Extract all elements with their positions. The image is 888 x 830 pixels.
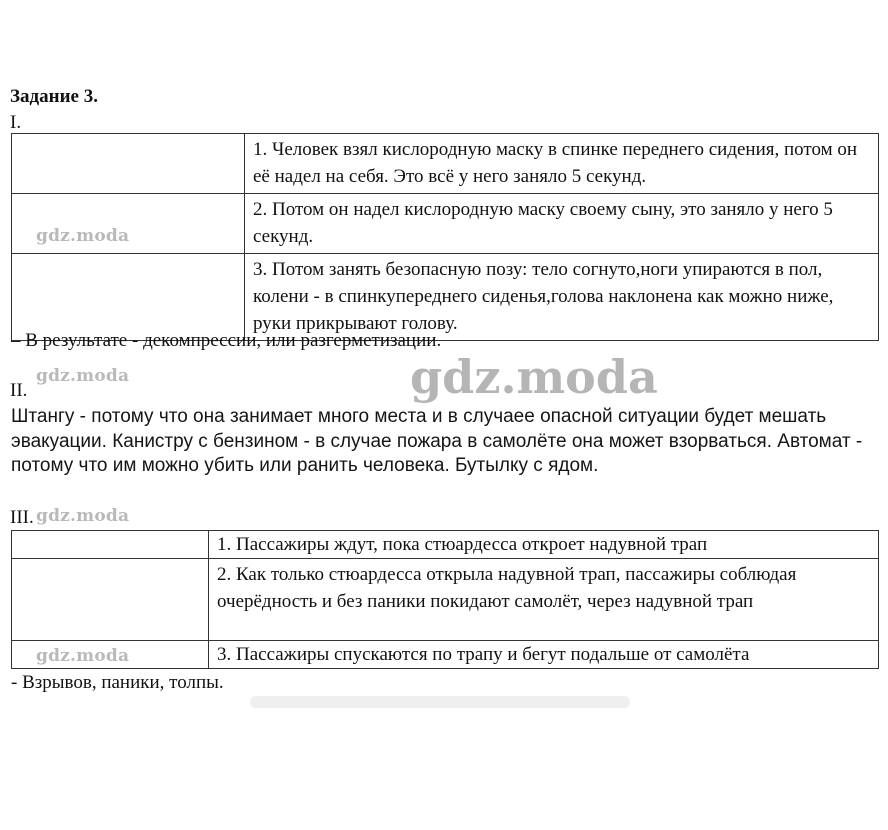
section-1-table [11, 133, 879, 341]
section-1-result: – В результате - декомпрессии, или разгерметизации. [11, 330, 442, 351]
empty-cell [12, 254, 245, 341]
step-text: 3. Потом занять безопасную позу: тело согнуто,ноги упираются в пол, колени - в спинкупереднего сиденья,голова наклонена как можно ниже, руки прикрывают голову. [245, 254, 879, 341]
step-text: 3. Пассажиры спускаются по трапу и бегут подальше от самолёта [209, 641, 879, 669]
empty-cell [12, 531, 209, 559]
watermark-large: gdz.moda [410, 350, 658, 404]
step-text: 1. Человек взял кислородную маску в спинке переднего сидения, потом он её надел на себя. Это всё у него заняло 5 секунд. [245, 134, 879, 194]
section-3-result: - Взрывов, паники, толпы. [11, 672, 224, 693]
section-2-text: Штангу - потому что она занимает много места и в случаее опасной ситуации будет мешать эвакуации. Канистру с бензином - в случае пожара в самолёте она может взорваться. Автомат - потому что им можно убить или ранить человека. Бутылку с ядом. [11, 406, 863, 476]
empty-cell [12, 559, 209, 641]
section-1-label: I. [10, 112, 22, 133]
table-row [12, 641, 879, 669]
section-2-label: II. [10, 380, 28, 401]
table-row [12, 559, 879, 641]
scan-smudge [250, 696, 630, 708]
step-text: 2. Потом он надел кислородную маску своему сыну, это заняло у него 5 секунд. [245, 194, 879, 254]
table-row [12, 194, 879, 254]
watermark: gdz.moda [36, 366, 130, 386]
watermark: gdz.moda [36, 506, 130, 526]
table-row [12, 254, 879, 341]
table-row [12, 531, 879, 559]
empty-cell [12, 134, 245, 194]
watermark: gdz.moda [36, 646, 130, 666]
table-row [12, 134, 879, 194]
section-3-label: III. [10, 507, 34, 528]
section-3-table [11, 530, 879, 669]
watermark: gdz.moda [36, 226, 130, 246]
task-title: Задание 3. [10, 86, 98, 107]
step-text: 2. Как только стюардесса открыла надувной трап, пассажиры соблюдая очерёдность и без паники покидают самолёт, через надувной трап [209, 559, 879, 641]
step-text: 1. Пассажиры ждут, пока стюардесса откроет надувной трап [209, 531, 879, 559]
